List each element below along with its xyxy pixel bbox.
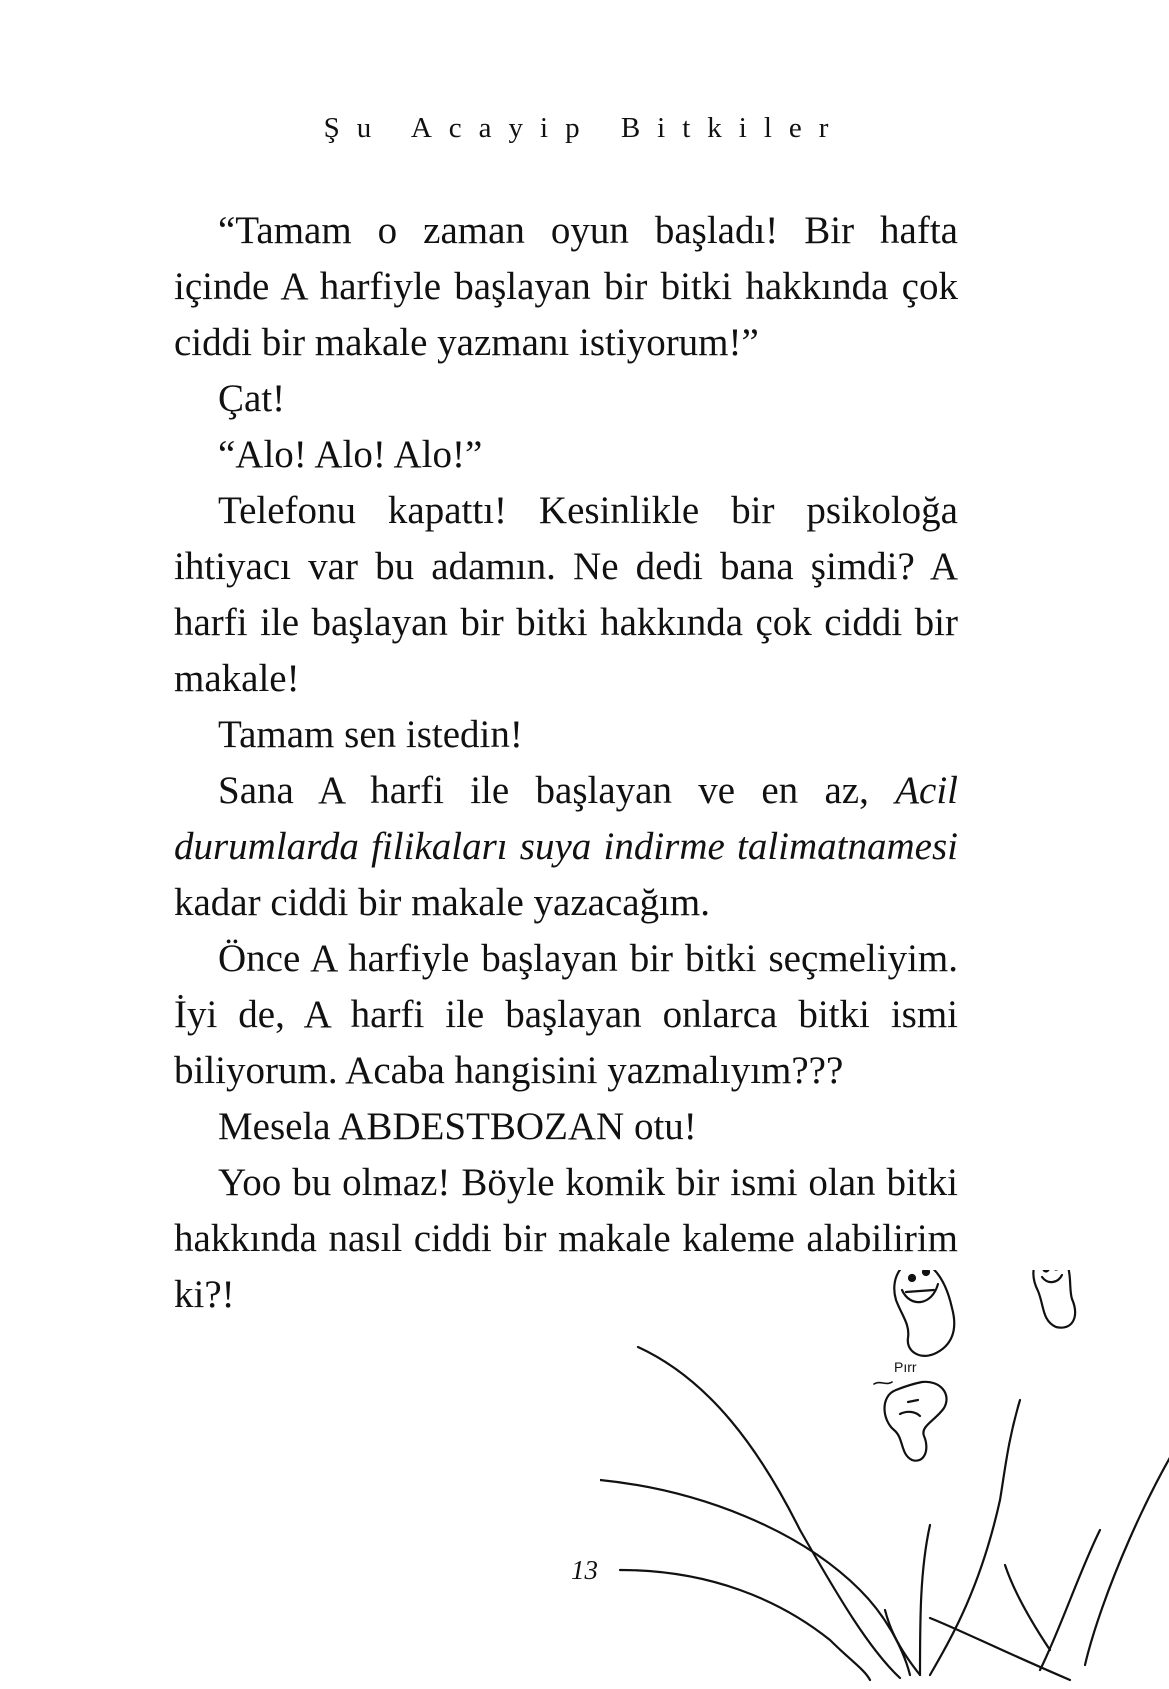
- paragraph-6: [174, 763, 958, 931]
- running-head: Şu Acayip Bitkiler: [323, 112, 846, 144]
- paragraph-1: “Tamam o zaman oyun başladı! Bir hafta içinde A harfiyle başlayan bir bitki hakkında çok ciddi bir makale yazmanı istiyorum!”: [174, 209, 958, 364]
- plant-stem: [920, 1525, 930, 1675]
- smiling-bean-creature: [894, 1270, 954, 1356]
- plant-stem: [885, 1610, 920, 1675]
- paragraph-2: Çat!: [218, 377, 286, 420]
- sound-label: Pırr: [894, 1359, 917, 1375]
- paragraph-4: Telefonu kapattı! Kesinlikle bir psikoloğa ihtiyacı var bu adamın. Ne dedi bana şimdi? A harfi ile başlayan bir bitki hakkında çok ciddi bir makale!: [174, 489, 958, 700]
- page-number: 13: [571, 1555, 598, 1585]
- paragraph-6-italic: Acil durumlarda filikaları suya indirme talimatnamesi: [174, 769, 958, 868]
- paragraph-3: “Alo! Alo! Alo!”: [218, 433, 483, 476]
- plant-sketch-illustration: [600, 1270, 1169, 1689]
- body-text: [174, 203, 958, 1323]
- smiling-bean-creature: [1033, 1270, 1075, 1328]
- plant-stem: [638, 1347, 900, 1678]
- sleepy-bean-creature: [874, 1359, 947, 1461]
- paragraph-8: Mesela ABDESTBOZAN otu!: [218, 1105, 697, 1148]
- paragraph-7: Önce A harfiyle başlayan bir bitki seçmeliyim. İyi de, A harfi ile başlayan onlarca bitki ismi biliyorum. Acaba hangisini yazmalıyım???: [174, 937, 958, 1092]
- paragraph-5: Tamam sen istedin!: [218, 713, 523, 756]
- plant-stem: [930, 1400, 1020, 1675]
- paragraph-6-start: Sana A harfi ile başlayan ve en az,: [218, 769, 896, 812]
- paragraph-6-end: kadar ciddi bir makale yazacağım.: [174, 881, 710, 924]
- paragraph-9: Yoo bu olmaz! Böyle komik bir ismi olan bitki hakkında nasıl ciddi bir makale kaleme alabilirim ki?!: [174, 1161, 958, 1316]
